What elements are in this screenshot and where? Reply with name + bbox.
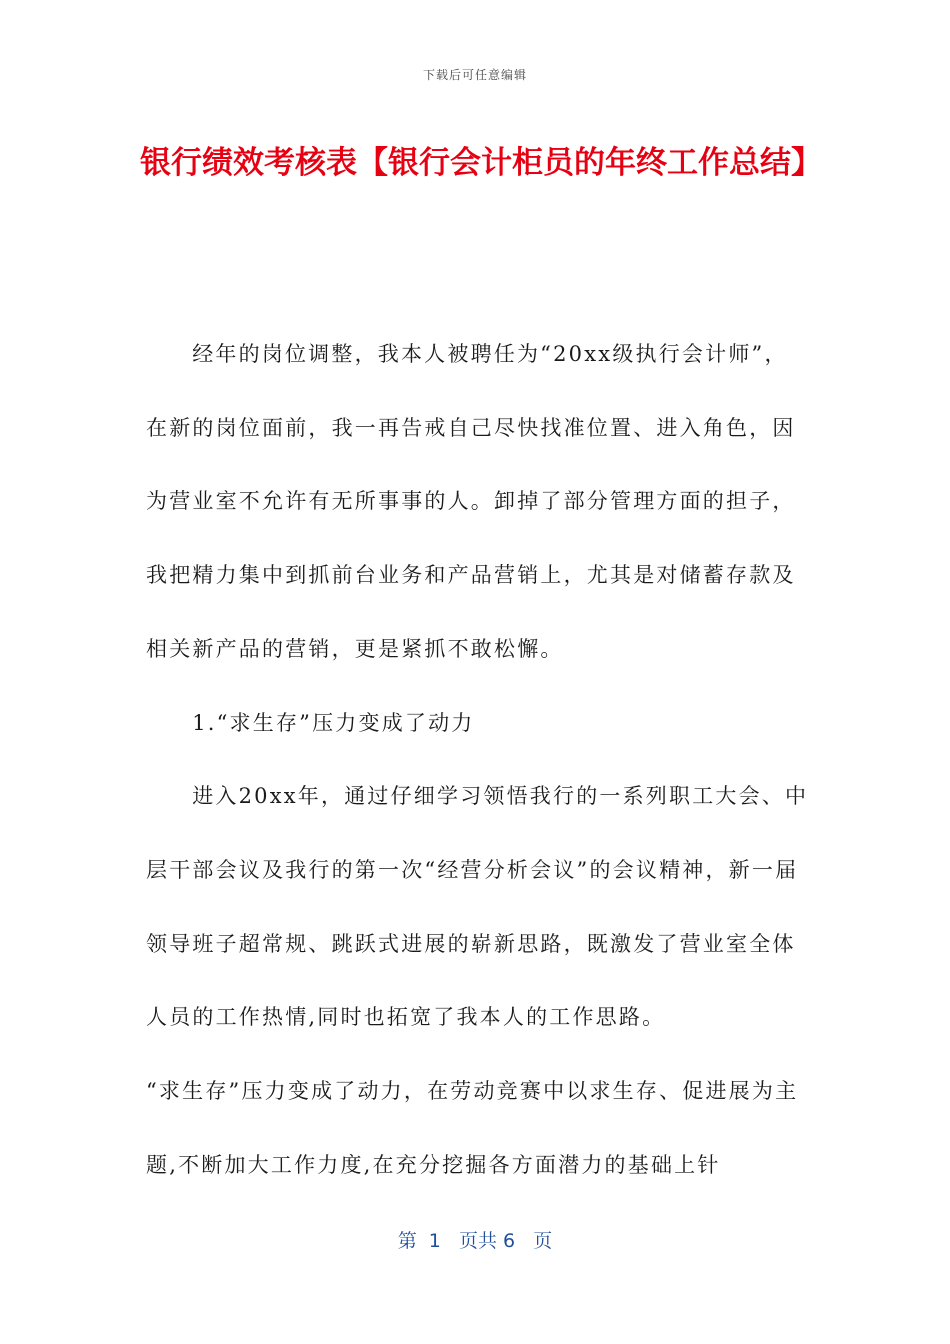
paragraph-heading-1: 1.“求生存”压力变成了动力 (192, 710, 475, 735)
document-body (146, 318, 810, 1202)
page-header-note: 下载后可任意编辑 (422, 68, 527, 82)
document-title: 银行绩效考核表【银行会计柜员的年终工作总结】 (140, 145, 822, 181)
paragraph-2: 进入20xx年，通过仔细学习领悟我行的一系列职工大会、中层干部会议及我行的第一次“经营分析会议”的会议精神，新一届领导班子超常规、跳跃式进展的崭新思路，既激发了营业室全体人员的工作热情,同时也拓宽了我本人的工作思路。 (146, 784, 809, 1030)
page-number-footer: 第 1 页共 6 页 (397, 1230, 553, 1252)
paragraph-1: 经年的岗位调整，我本人被聘任为“20xx级执行会计师”，在新的岗位面前，我一再告戒自己尽快找准位置、进入角色，因为营业室不允许有无所事事的人。卸掉了部分管理方面的担子，我把精力集中到抓前台业务和产品营销上，尤其是对储蓄存款及相关新产品的营销，更是紧抓不敢松懈。 (146, 342, 796, 661)
paragraph-3: “求生存”压力变成了动力，在劳动竞赛中以求生存、促进展为主题,不断加大工作力度,在充分挖掘各方面潜力的基础上针 (146, 1079, 799, 1177)
